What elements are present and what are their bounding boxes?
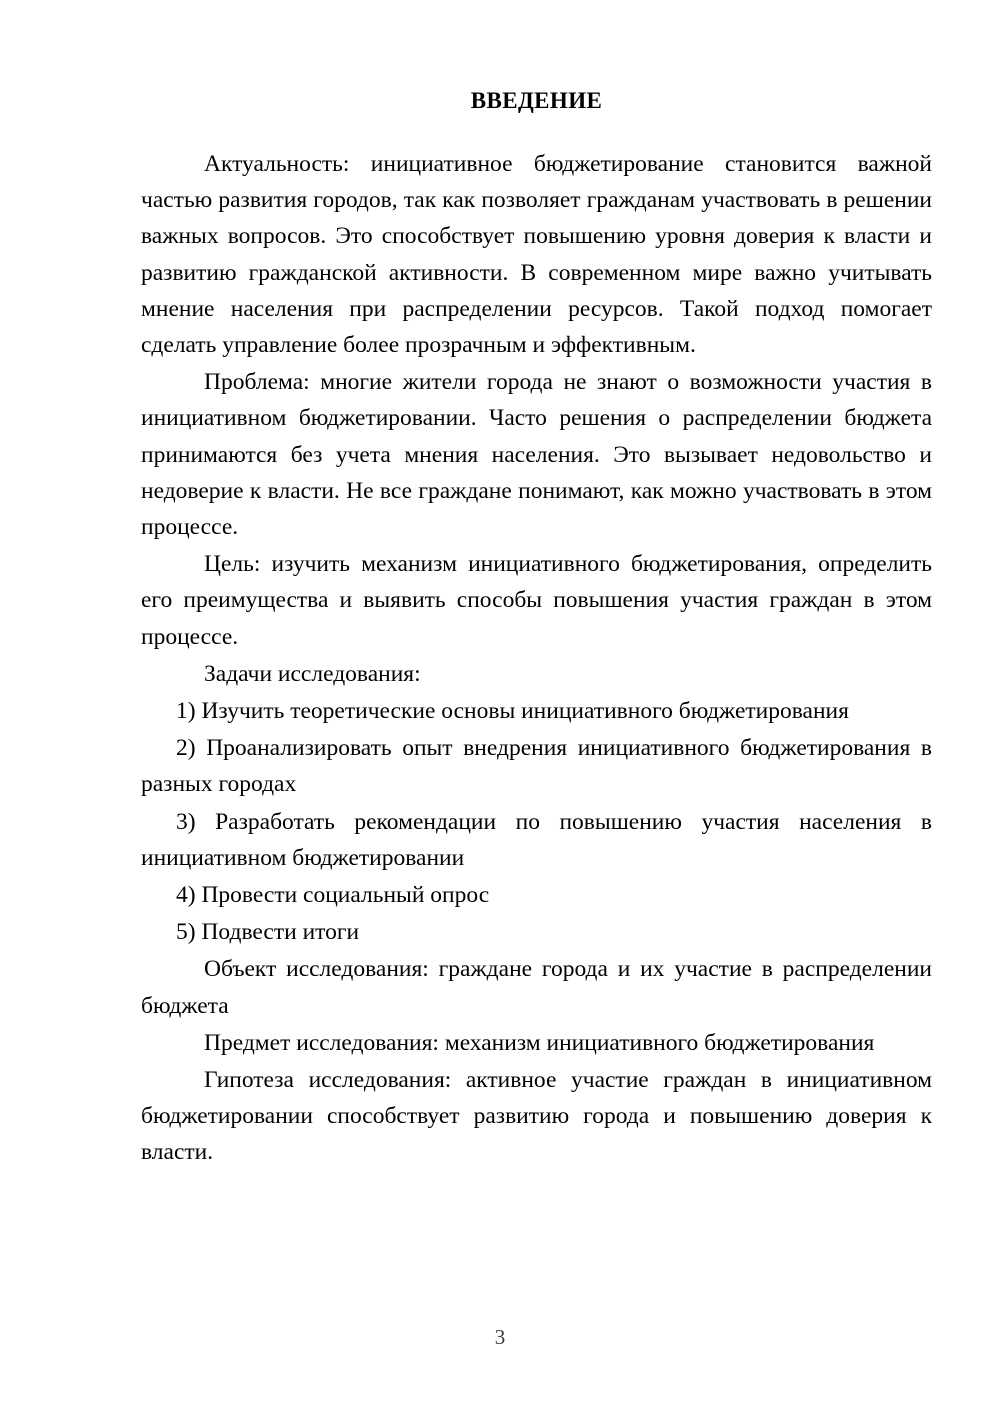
task-item-5: 5) Подвести итоги [176,919,360,946]
task-item-4: 4) Провести социальный опрос [176,882,490,909]
task-item-1: 1) Изучить теоретические основы инициативного бюджетирования [176,698,849,725]
page-title: ВВЕДЕНИЕ [470,88,603,113]
document-body [141,86,932,1172]
paragraph-object: Объект исследования: граждане города и их участие в распределении бюджета [141,956,932,1019]
paragraph-goal: Цель: изучить механизм инициативного бюджетирования, определить его преимущества и выявить способы повышения участия граждан в этом процессе. [141,551,932,650]
task-item-2: 2) Проанализировать опыт внедрения инициативного бюджетирования в разных городах [141,735,932,798]
paragraph-subject: Предмет исследования: механизм инициативного бюджетирования [204,1029,875,1056]
paragraph-relevance: Актуальность: инициативное бюджетирование становится важной частью развития городов, так как позволяет гражданам участвовать в решении важных вопросов. Это способствует повышению уровня доверия к власти и развитию гражданской активности. В современном мире важно учитывать мнение населения при распределении ресурсов. Такой подход помогает сделать управление более прозрачным и эффективным. [141,151,932,359]
paragraph-problem: Проблема: многие жители города не знают о возможности участия в инициативном бюджетировании. Часто решения о распределении бюджета принимаются без учета мнения населения. Это вызывает недовольство и недоверие к власти. Не все граждане понимают, как можно участвовать в этом процессе. [141,369,932,541]
paragraph-hypothesis: Гипотеза исследования: активное участие граждан в инициативном бюджетировании способствует развитию города и повышению доверия к власти. [141,1067,932,1166]
page-number: 3 [494,1325,506,1349]
task-item-3: 3) Разработать рекомендации по повышению участия населения в инициативном бюджетировании [141,808,932,871]
tasks-heading: Задачи исследования: [204,660,421,687]
